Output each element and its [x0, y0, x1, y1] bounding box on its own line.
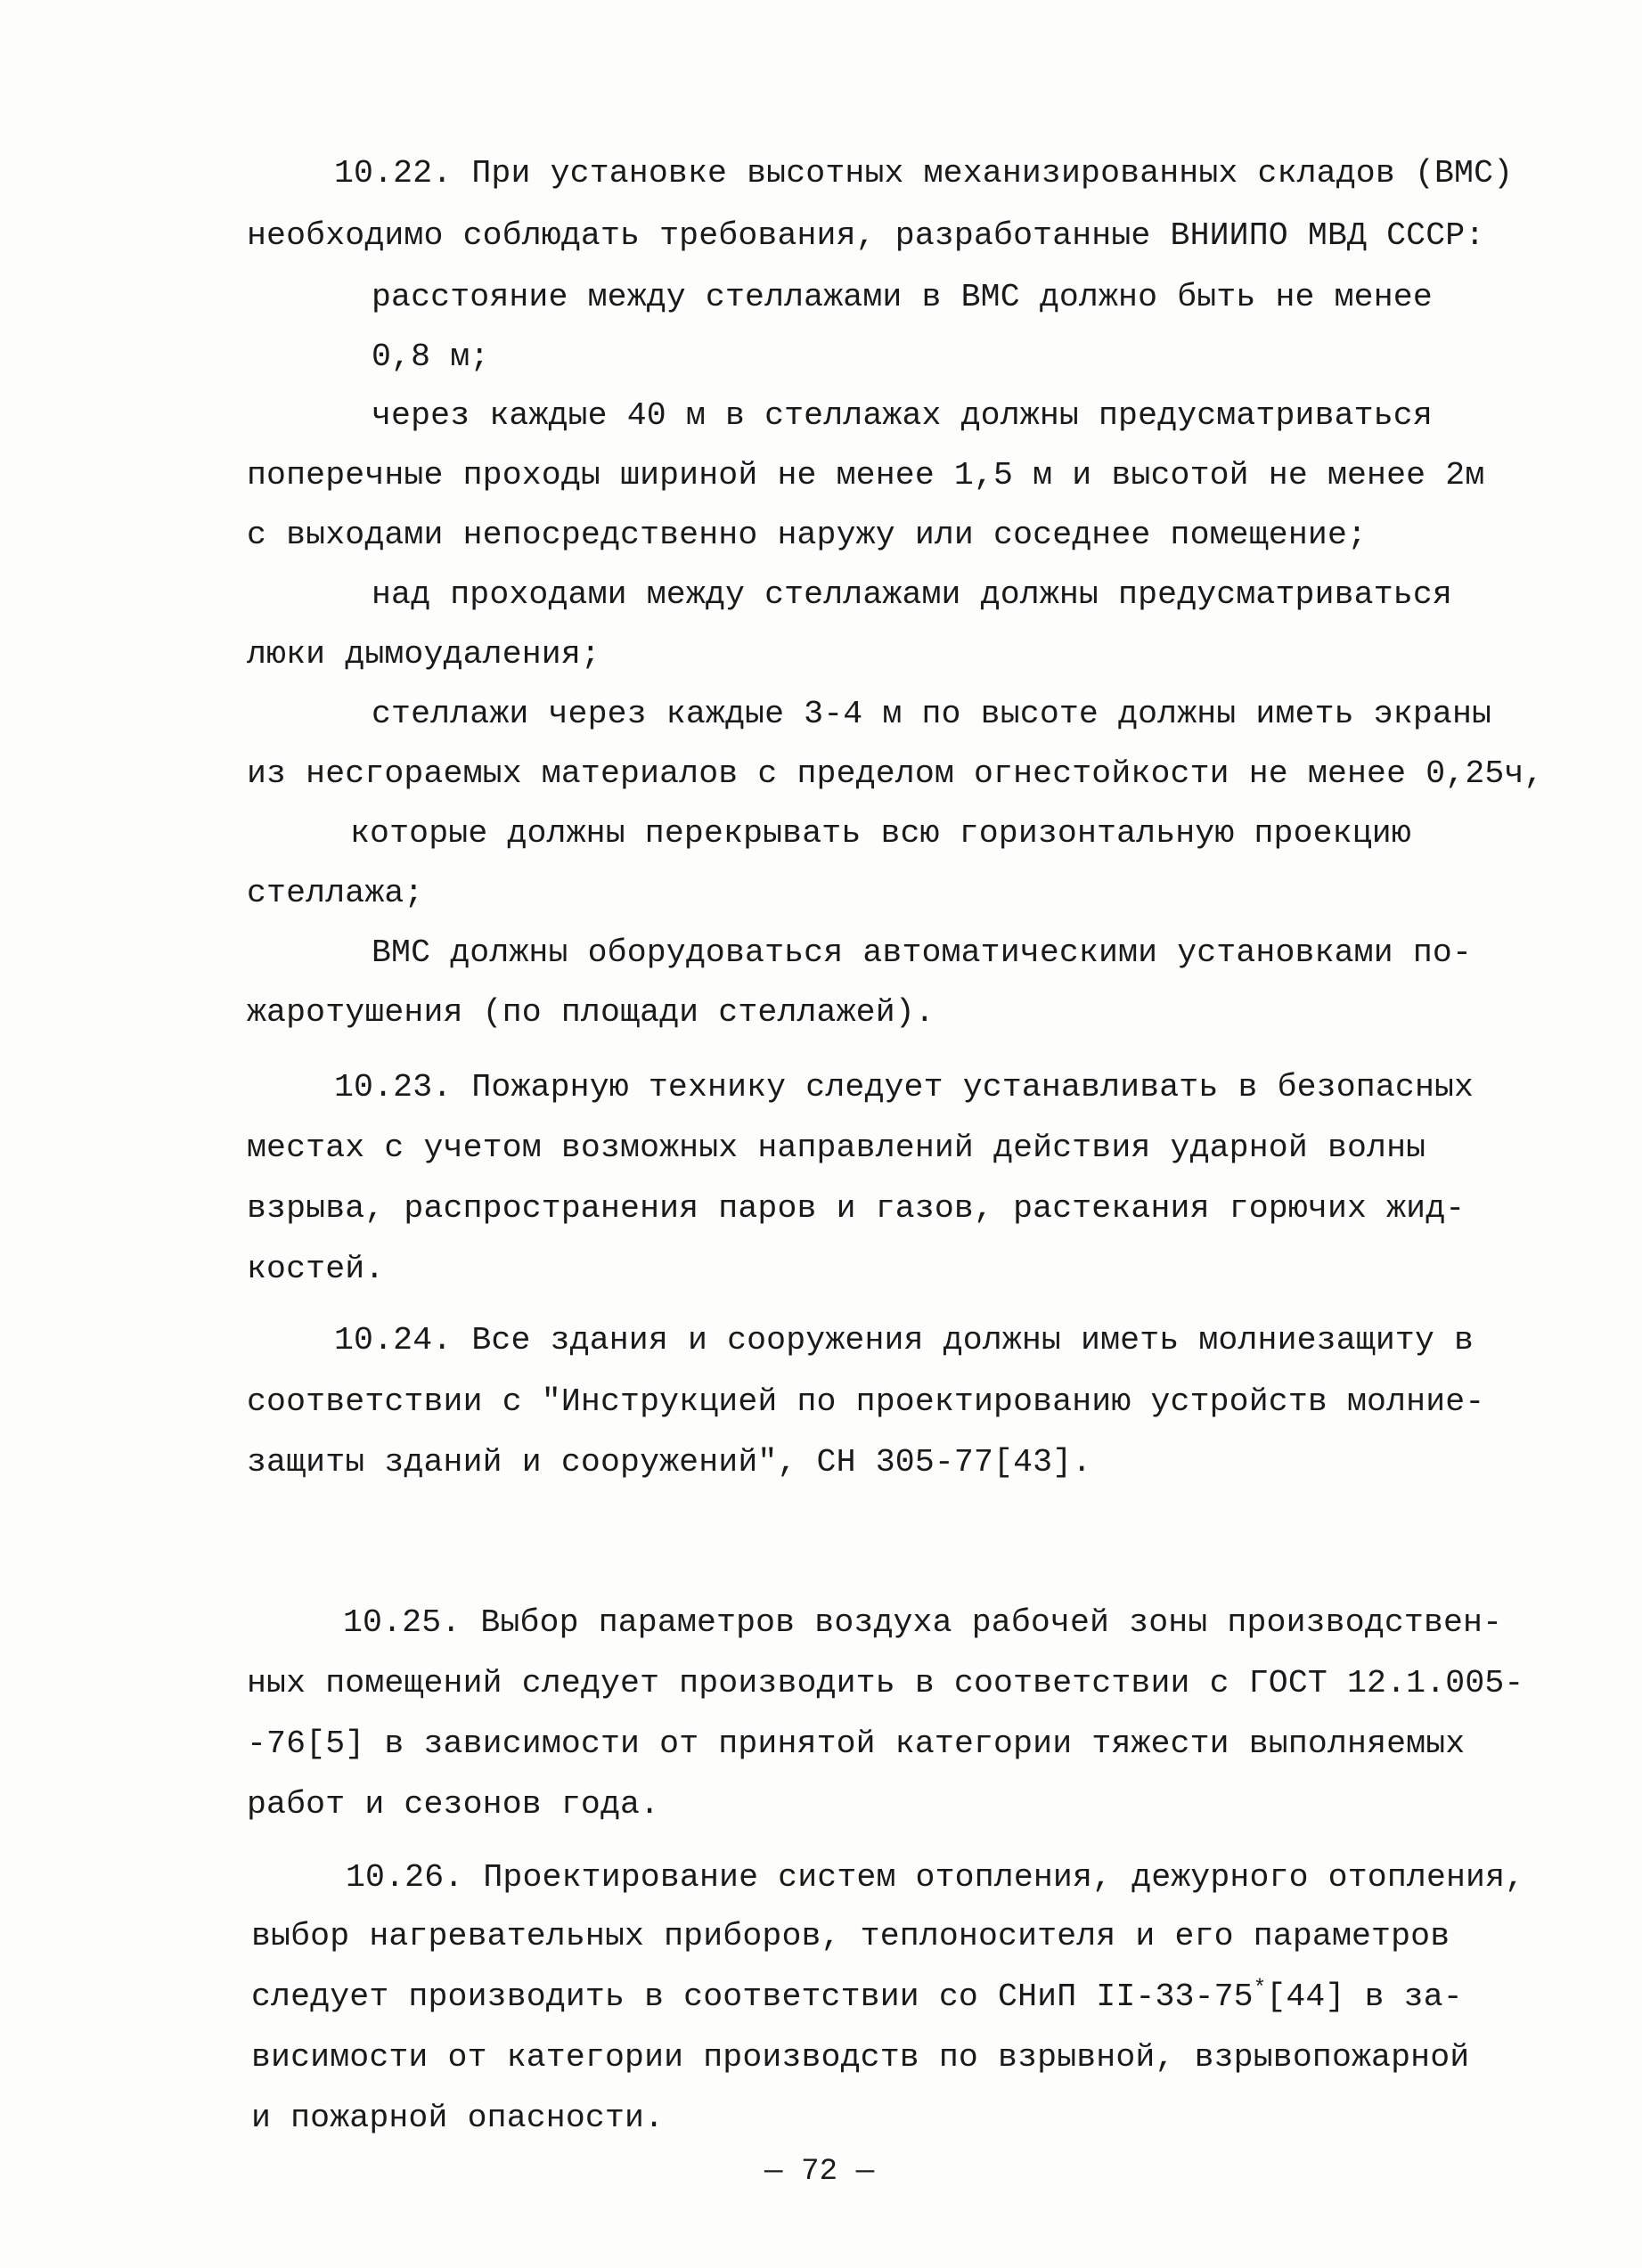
- para-10-24-line-3: [247, 1444, 1091, 1481]
- para-10-22-line-5: через каждые 40 м в стеллажах должны предусматриваться: [372, 397, 1433, 434]
- para-10-24-line-3-end: .: [1072, 1444, 1092, 1481]
- reference-5: [5]: [306, 1725, 365, 1762]
- para-10-23-line-3: взрыва, распространения паров и газов, растекания горючих жид-: [247, 1190, 1466, 1227]
- para-10-24-line-1: 10.24. Все здания и сооружения должны иметь молниезащиту в: [334, 1322, 1475, 1358]
- para-10-22-line-10: стеллажи через каждые 3-4 м по высоте должны иметь экраны: [372, 696, 1492, 732]
- para-10-22-line-15: жаротушения (по площади стеллажей).: [247, 994, 935, 1031]
- para-10-23-line-1: 10.23. Пожарную технику следует устанавливать в безопасных: [334, 1069, 1475, 1105]
- para-10-25-line-3-rest: в зависимости от принятой категории тяжести выполняемых: [364, 1725, 1466, 1762]
- para-10-22-line-3: расстояние между стеллажами в ВМС должно быть не менее: [372, 279, 1433, 315]
- para-10-26-line-3-rest: в за-: [1344, 1978, 1463, 2015]
- page-number: — 72 —: [764, 2155, 875, 2189]
- para-10-22-line-12: которые должны перекрывать всю горизонтальную проекцию: [350, 815, 1411, 852]
- para-10-22-line-2: необходимо соблюдать требования, разработанные ВНИИПО МВД СССР:: [247, 217, 1485, 254]
- para-10-23-line-4: костей.: [247, 1251, 385, 1287]
- para-10-22-line-14: ВМС должны оборудоваться автоматическими установками по-: [372, 934, 1472, 971]
- para-10-26-line-3: [251, 1978, 1463, 2016]
- para-10-22-line-7: с выходами непосредственно наружу или соседнее помещение;: [247, 517, 1368, 553]
- para-10-26-line-2: выбор нагревательных приборов, теплоносителя и его параметров: [251, 1918, 1450, 1954]
- para-10-22-line-9: люки дымоудаления;: [247, 636, 600, 673]
- para-10-25-line-3: [247, 1725, 1465, 1763]
- para-10-25-line-4: работ и сезонов года.: [247, 1786, 660, 1823]
- para-10-26-line-1: 10.26. Проектирование систем отопления, дежурного отопления,: [346, 1859, 1525, 1896]
- para-10-26-line-5: и пожарной опасности.: [251, 2100, 665, 2136]
- para-10-25-line-3-start: -76: [247, 1725, 306, 1762]
- para-10-24-line-3-text: защиты зданий и сооружений", СН 305-77: [247, 1444, 994, 1481]
- para-10-25-line-2: ных помещений следует производить в соответствии с ГОСТ 12.1.005-: [247, 1665, 1524, 1701]
- para-10-23-line-2: местах с учетом возможных направлений действия ударной волны: [247, 1130, 1426, 1166]
- para-10-22-line-1: 10.22. При установке высотных механизированных складов (ВМС): [334, 155, 1514, 192]
- reference-44: [44]: [1266, 1978, 1345, 2015]
- para-10-22-line-8: над проходами между стеллажами должны предусматриваться: [372, 576, 1452, 613]
- para-10-24-line-2: соответствии с "Инструкцией по проектированию устройств молние-: [247, 1383, 1485, 1420]
- para-10-26-line-4: висимости от категории производств по взрывной, взрывопожарной: [251, 2039, 1470, 2076]
- para-10-22-line-13: стеллажа;: [247, 875, 424, 911]
- para-10-25-line-1: 10.25. Выбор параметров воздуха рабочей зоны производствен-: [343, 1604, 1503, 1641]
- para-10-26-line-3-start: следует производить в соответствии со СНиП II-33-75: [251, 1978, 1254, 2015]
- reference-43: [43]: [993, 1444, 1073, 1481]
- para-10-22-line-6: поперечные проходы шириной не менее 1,5 м и высотой не менее 2м: [247, 457, 1485, 494]
- para-10-22-line-11: из несгораемых материалов с пределом огнестойкости не менее 0,25ч,: [247, 755, 1544, 792]
- asterisk-superscript: *: [1253, 1976, 1267, 2001]
- para-10-22-line-4: 0,8 м;: [372, 339, 490, 375]
